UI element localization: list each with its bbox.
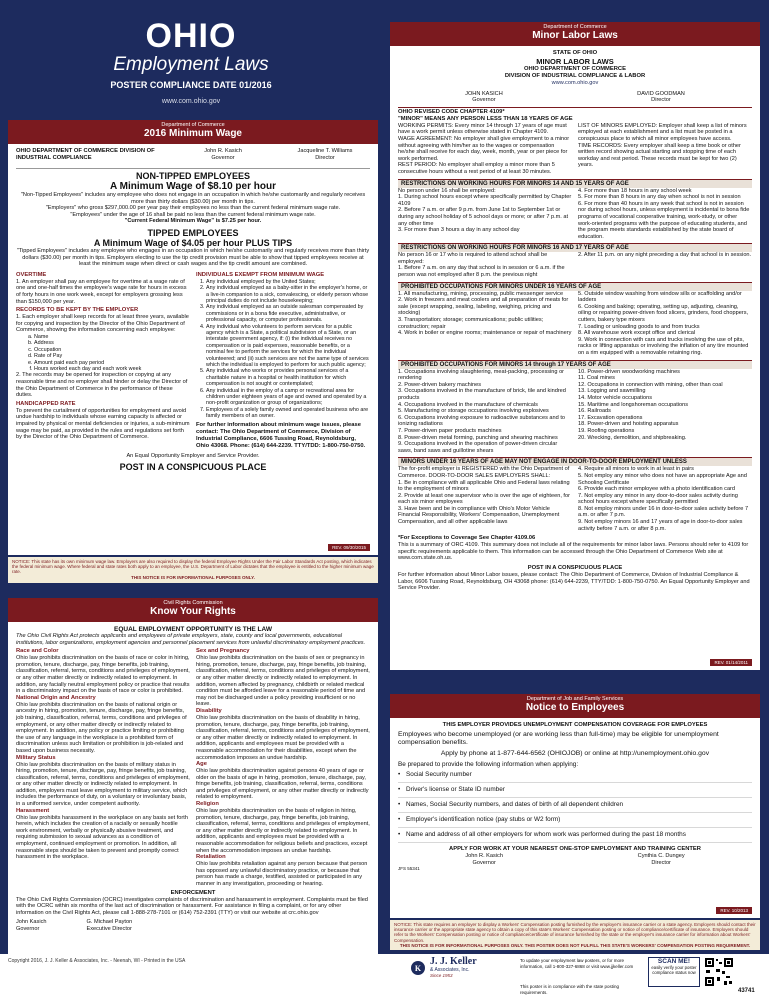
intro-text: REST PERIOD: No employer shall employ a minor more than 5 consecutive hours without a rest period of at least 30 minutes. — [398, 162, 555, 175]
agency-line-1: OHIO DEPARTMENT OF COMMERCE — [524, 66, 626, 72]
list-item: 6. Provide each minor employee with a photo identification card — [578, 486, 736, 493]
chapter-heading: OHIO REVISED CODE CHAPTER 4109* — [398, 107, 752, 116]
records-heading: RECORDS TO BE KEPT BY THE EMPLOYER — [16, 307, 139, 314]
brand-logo — [410, 957, 477, 978]
list-item: 7. Power-driven paper products machines — [398, 427, 502, 434]
list-item: 3. Any individual employed as an outside salesman compensated by commissions or in a bona fide executive, administrative, or professional capacity, or computer professionals. — [206, 304, 370, 323]
list-item: 5. Not employ any minor who does not have an appropriate Age and Schooling Certificate — [578, 472, 747, 486]
minimum-wage-panel — [8, 120, 378, 555]
rights-text: Ohio law prohibits discrimination on the basis of religion in hiring, promotion, tenure, discharge, pay, fringe benefits, job training, classification, referral, terms, conditions and privileges of employment, or any other matter directly or indirectly related to employment. In addition, applicants and employees must be provided with a reasonable accommodation for religious beliefs and practices, except when the accommodation imposes an undue hardship. — [196, 808, 370, 854]
governor-title: Governor — [211, 154, 235, 161]
prepared-line: Be prepared to provide the following information when applying: — [398, 761, 579, 768]
list-item: 18. Power-driven and hoisting apparatus — [578, 421, 679, 428]
copyright-text: Copyright 2016, J. J. Keller & Associates, Inc. - Neenah, WI - Printed in the USA — [8, 958, 186, 964]
records-text: 1. Each employer shall keep records for at least three years, available for copying and inspection by the Director of the Ohio Department of Commerce, showing the information concerning each employee: — [16, 314, 189, 334]
director-title: Executive Director — [86, 925, 132, 932]
summary-text: This is a summary of ORC 4109. This summary does not include all of the requirements for minor labor laws. Persons should refer to 4109 for specific requirements applicable to them. This information can be accessed through the Ohio Department of Commerce Web site at www.com.state.oh.us. — [398, 542, 749, 562]
list-item: e. Amount paid each pay period — [34, 360, 190, 366]
list-item: 3. Transportation; storage; communications; public utilities; construction; repair — [398, 317, 544, 330]
eeo-statement: An Equal Opportunity Employer and Service Provider. — [126, 452, 260, 459]
rights-subheading: Age — [196, 761, 207, 768]
state-title: OHIO — [145, 17, 237, 55]
qr-code-icon[interactable] — [704, 957, 734, 987]
rights-subheading: Sex and Pregnancy — [196, 648, 250, 655]
list-item: • Driver's license or State ID number — [398, 783, 752, 798]
list-item: 3. Have been and be in compliance with Ohio's Motor Vehicle Financial Responsibility, Workers' Compensation, Unemployment Compensation, and all other applicable laws — [398, 505, 560, 526]
exempt-heading: INDIVIDUALS EXEMPT FROM MINIMUM WAGE — [196, 271, 325, 278]
director-name: Cynthia C. Dungey — [637, 853, 685, 859]
state-label: STATE OF OHIO — [552, 50, 598, 56]
minor-header — [390, 22, 760, 46]
scan-label: SCAN ME! — [657, 958, 691, 965]
governor-title: Governor — [472, 97, 496, 104]
list-item: 1. Before 7 a.m. on any day that school is in session or 6 a.m. if the person was not employed after 8 p.m. the previous night — [398, 265, 565, 279]
brand-name-2: & Associates, Inc. — [430, 967, 470, 973]
rights-text: Ohio law prohibits discrimination on the basis of disability in hiring, promotion, tenure, discharge, pay, fringe benefits, job training, classification, referral, terms, conditions and privileges of employment, or any other matter directly or indirectly related to employment. In addition, applicants and employees must be provided with a reasonable accommodation for their disabilities, except when the accommodation imposes an undue hardship. — [196, 714, 370, 761]
header-url: www.com.ohio.gov — [161, 98, 221, 105]
list-item: 4. Occupations involved in the manufacture of chemicals — [398, 401, 538, 408]
list-item: 2. Work in freezers and meat coolers and all preparation of meats for sale (except wrapping, sealing, labeling, weighing, pricing and stocking) — [398, 297, 569, 317]
list-item: b. Address — [34, 340, 190, 346]
list-item: 5. Manufacturing or storage occupations involving explosives — [398, 408, 549, 415]
director-name: G. Michael Payton — [86, 919, 133, 926]
poster-subtitle: Employment Laws — [113, 54, 269, 75]
section-title: 2016 Minimum Wage — [144, 128, 242, 139]
revision-badge: REV. 01/14/2011 — [710, 659, 752, 666]
list-item: 1. Occupations involving slaughtering, meat-packing, processing or rendering — [398, 368, 565, 382]
governor-name: John R. Kasich — [204, 148, 242, 154]
records-text-2: 2. The records may be opened for inspection or copying at any reasonable time and no employer shall hinder or delay the Director of the Ohio Department of Commerce in the performance of these duties. — [16, 372, 188, 399]
rights-text: Ohio law prohibits retaliation against any person because that person has opposed any unlawful discriminatory practice, or because that person has made a charge, testified, assisted or participated in any manner in any investigation, proceeding or hearing. — [196, 861, 368, 887]
governor-title: Governor — [472, 859, 496, 866]
revision-badge: REV. 10/2013 — [716, 907, 752, 914]
exempt-list — [196, 279, 370, 420]
notice-footer: THIS NOTICE IS FOR INFORMATIONAL PURPOSES ONLY. — [131, 574, 255, 580]
rights-subheading: Race and Color — [16, 648, 59, 655]
rights-subheading: Harassment — [16, 807, 50, 814]
list-item: 4. For more than 18 hours in any school week — [578, 187, 692, 194]
list-item: 16. Railroads — [578, 408, 611, 415]
poster-header — [10, 18, 372, 76]
rights-text: Ohio law prohibits discrimination on the basis of military status in hiring, promotion, tenure, discharge, pay, fringe benefits, job training, classification, referral, terms, conditions and privileges of employment, or any other matter directly or indirectly related to employment. In addition, employers must leave employment to military service, which includes the performance of duty, on a voluntary or involuntary basis, in a uniformed service, under competent authority. — [16, 761, 190, 808]
list-item: 9. Work in connection with cars and trucks involving the use of pits, racks or lifting apparatus or involving the inflation of any tire mounted on a rim equipped with a removable retaining ring. — [578, 336, 749, 356]
list-item: 6. For more than 40 hours in any week that school is not in session nor during school hours, unless employment is incidental to bona fide programs of vocational cooperative training, work-study, or other work-oriented programs with the purpose of educating students, and the program meets standards established by the state board of education. — [578, 200, 750, 240]
rights-subheading: Disability — [196, 707, 222, 714]
rights-text: Ohio law prohibits harassment in the workplace on any basis set forth herein, which includes the creation of a racially or sexually hostile work environment, verbally or physically abusive treatment, and requiring submission to sexual advances as a condition of employment, continued employment or promotion. In addition, all reasonable steps should be taken to prevent and promptly correct harassment in the workplace. — [16, 814, 188, 861]
governor-title: Governor — [16, 925, 40, 932]
list-item: No person under 16 shall be employed: — [398, 187, 496, 194]
center-line: APPLY FOR WORK AT YOUR NEAREST ONE-STOP EMPLOYMENT AND TRAINING CENTER — [449, 846, 701, 852]
list-item: 6. Occupations involving exposure to radioactive substances and to ionizing radiations — [398, 414, 565, 428]
apply-line: Apply by phone at 1-877-644-6562 (OHIOJOB) or online at http://unemployment.ohio.gov — [440, 750, 710, 757]
further-info: For further information about minimum wage issues, please contact: The Ohio Department of Commerce, Division of Industrial Compliance, 6606 Tussing Road, Reynoldsburg, Ohio 43068. Phone: (614) 644-2239. TTY/TDD: 1-800-750-0750. — [196, 421, 366, 449]
rights-header — [8, 598, 378, 622]
dept-label: Department of Job and Family Services — [526, 696, 624, 702]
revision-badge: REV. 09/30/2015 — [328, 544, 370, 551]
door-to-door-heading: MINORS UNDER 16 YEARS OF AGE MAY NOT ENGAGE IN DOOR-TO-DOOR EMPLOYMENT UNLESS — [398, 457, 752, 466]
tipped-heading: TIPPED EMPLOYEES — [147, 227, 239, 238]
employers-text: "Employers" who gross $297,000.00 per year pay their employees no less than the current federal minimum wage rate. — [45, 205, 341, 212]
minimum-wage-header — [8, 120, 378, 144]
list-item: 12. Occupations in connection with mining, other than coal — [578, 381, 723, 388]
list-item: 9. Not employ minors 16 and 17 years of age in door-to-door sales activity before 7 a.m. or after 8 p.m. — [578, 519, 743, 532]
list-item: 7. Not employ any minor in any door-to-door sales activity during school hours except where specifically permitted — [578, 492, 738, 506]
dept-label: Civil Rights Commission — [163, 600, 223, 606]
minor-labor-panel — [390, 22, 760, 670]
intro-text: TIME RECORDS: Every employer shall keep a time book or other written record showing actual starting and stopping time of each workday and rest period. These records must be kept for two (2) years. — [578, 142, 741, 169]
enforcement-text: The Ohio Civil Rights Commission (OCRC) investigates complaints of discrimination and harassment in employment. Complaints must be filed with the OCRC within six months of the last act of discrimination or harassment. For assistance in filing a complaint, or for any other information on the Civil Rights Act, please call 1-888-278-7101 or (614) 752-2391 (TTY) or visit our website at crc.ohio.gov — [16, 896, 368, 916]
list-item: 5. Outside window washing from window sills or scaffolding and/or ladders — [578, 290, 742, 304]
tipped-rate: A Minimum Wage of $4.05 per hour PLUS TIPS — [93, 237, 293, 248]
notice-text: NOTICE: This state requires an employer to display a Workers' Compensation posting furnished by the employer's insurance carrier or a state agency. Employers should contact their insurance carrier or the appropriate state agency to obtain a copy of this state's Workers' Compensation posting or notice of compliance/certificate of insurance. Employers should refer to the Workers' Compensation posting or notice of compliance/certificate of insurance furnished by the state or the employer's insurance carrier for information about Workers' Compensation. — [394, 922, 756, 943]
poster-footer — [0, 954, 769, 1000]
know-your-rights-panel — [8, 598, 378, 970]
list-item: 4. Require all minors to work in at least in pairs — [578, 466, 694, 473]
list-item: 8. Power-driven metal forming, punching and shearing machines — [398, 434, 558, 441]
list-item: 6. Cooking and baking; operating, setting up, adjusting, cleaning, oiling or repairing power-driven food slicers, grinders, food choppers, cutters, bakery type mixers — [578, 303, 749, 324]
keller-logo-icon — [410, 960, 426, 976]
minimum-wage-notice — [8, 557, 378, 583]
notice-footer: THIS NOTICE IS FOR INFORMATIONAL PURPOSES ONLY. THIS POSTER DOES NOT FULFILL THIS STATE'S WORKERS' COMPENSATION POSTING REQUIREMENT. — [399, 942, 751, 948]
list-item: 17. Excavation operations — [578, 414, 643, 421]
enforcement-heading: ENFORCEMENT — [170, 889, 216, 896]
intro-text: WAGE AGREEMENT: No employer shall give employment to a minor without agreeing with him/her as to the wages or compensation he/she shall receive for each day, week, month, year or per piece for work performed. — [398, 135, 570, 162]
laws-title: MINOR LABOR LAWS — [536, 57, 614, 66]
rights-subheading: Military Status — [16, 754, 56, 761]
list-item: 5. For more than 8 hours in any day when school is not in session — [578, 194, 741, 201]
dept-label: Department of Commerce — [543, 24, 607, 30]
prohibited-16-heading: PROHIBITED OCCUPATIONS FOR MINORS UNDER 16 YEARS OF AGE — [398, 282, 752, 291]
agency-line-2: DIVISION OF INDUSTRIAL COMPLIANCE & LABOR — [504, 73, 646, 79]
list-item: No person 16 or 17 who is required to attend school shall be employed: — [398, 252, 548, 265]
compliance-text: This poster is in compliance with the state posting requirements. — [520, 984, 620, 995]
list-item: c. Occupation — [34, 347, 190, 353]
director-title: Director — [315, 154, 335, 161]
section-title: Minor Labor Laws — [532, 30, 618, 41]
list-item: a. Name — [34, 334, 190, 340]
list-item: f. Hours worked each day and each work week — [34, 366, 190, 372]
svg-text:K: K — [414, 963, 422, 973]
rights-text: Ohio law prohibits discrimination on the basis of race or color in hiring, promotion, tenure, discharge, pay, fringe benefits, job training, classification, referral, terms, conditions and privileges of employment, or any other matter directly or indirectly related to employment. In addition, any facially neutral employment policy or practice that results in a discriminatory impact on the basis of race or color is prohibited. — [16, 655, 190, 695]
handicapped-heading: HANDICAPPED RATE — [16, 400, 76, 407]
workers-comp-notice — [390, 920, 760, 950]
list-item: • Names, Social Security numbers, and dates of birth of all dependent children — [398, 798, 752, 813]
list-item: 15. Maritime and longshoreman occupations — [578, 401, 689, 408]
further-info: For further information about Minor Labor issues, please contact: The Ohio Department of Commerce, Division of Industrial Compliance & Labor, 6606 Tussing Road, Reynoldsburg, OH 43068 phone: (614) 644-2239, TTY/TDD: 1-800-750-0750. An Equal Opportunity Employer and Service Provider. — [398, 572, 750, 592]
rights-text: Ohio law prohibits discrimination on the basis of sex or pregnancy in hiring, promotion, tenure, discharge, pay, fringe benefits, job training, classification, referral, terms, conditions and privileges of employment, or any other matter directly or indirectly related to employment. In addition, women affected by pregnancy, childbirth or related medical condition must be afforded leave for a reasonable period of time and may not be discharged under a policy providing insufficient or no leave. — [196, 655, 370, 708]
handicapped-text: To prevent the curtailment of opportunities for employment and avoid undue hardship to individuals whose earning capacity is affected or impaired by physical or mental deficiencies or injuries, a sub-minimum wage may be paid, as provided in the rules and regulations set forth by the Director of the Ohio Department of Commerce. — [16, 407, 190, 441]
list-item: 9. Occupations involved in the operation of power-driven circular saws, band saws and guillotine shears — [398, 441, 558, 454]
agency-name: OHIO DEPARTMENT OF COMMERCE DIVISION OF INDUSTRIAL COMPLIANCE — [16, 148, 155, 161]
prohibited-17-heading: PROHIBITED OCCUPATIONS FOR MINORS 14 through 17 YEARS OF AGE — [398, 360, 752, 369]
rights-intro: The Ohio Civil Rights Act protects applicants and employees of private employers, state, county and local governments, educational institutions, labor organizations, employment agencies and personnel placement services from unlawful discriminatory employment practices. — [16, 633, 366, 646]
scan-box[interactable] — [648, 957, 700, 987]
list-item: 11. Coal mines — [578, 375, 615, 382]
list-item: 1. All manufacturing, mining, processing, public messenger service — [398, 290, 564, 297]
hours-1415-heading: RESTRICTIONS ON WORKING HOURS FOR MINORS 14 AND 15 YEARS OF AGE — [398, 179, 752, 188]
list-item: 8. Not employ minors under 16 in door-to-door sales activity before 7 a.m. or after 7 p.m. — [578, 505, 749, 519]
rights-right-column — [196, 648, 370, 887]
list-item: 1. Any individual employed by the United States; — [206, 279, 370, 285]
governor-name: John R. Kasich — [465, 853, 503, 859]
scan-sub: easily verify your poster compliance status now — [651, 965, 697, 975]
overtime-heading: OVERTIME — [16, 271, 47, 278]
list-item: 19. Roofing operations — [578, 427, 635, 434]
non-tipped-heading: NON-TIPPED EMPLOYEES — [16, 168, 370, 181]
employees-text: "Employees" under the age of 16 shall be paid no less than the current federal minimum wage rate. — [70, 211, 316, 218]
list-item: 7. Employees of a solely family owned and operated business who are family members of an owner. — [206, 407, 370, 420]
intro-text: LIST OF MINORS EMPLOYED: Employer shall keep a list of minors employed at each establishment and a list must be posted in a conspicuous place to which all minor employees have access. — [578, 122, 747, 142]
list-item: 6. Any individual in the employ of a camp or recreational area for children under eighteen years of age and owned and operated by a non-profit organization or group of organizations; — [206, 388, 370, 407]
rights-subheading: National Origin and Ancestry — [16, 694, 96, 701]
exceptions-note: *For Exceptions to Coverage See Chapter 4109.06 — [398, 535, 536, 542]
post-notice: POST IN A CONSPICUOUS PLACE — [119, 462, 267, 473]
director-title: Director — [651, 97, 671, 104]
list-item: 2. Provide at least one supervisor who is over the age of eighteen, for each six minor employees — [398, 492, 570, 506]
list-item: • Name and address of all other employers for whom work was performed during the past 18 months — [398, 828, 752, 843]
list-item: 14. Motor vehicle occupations — [578, 394, 653, 401]
form-number: JFS 55341 — [398, 866, 420, 872]
federal-wage-text: "Current Federal Minimum Wage" is $7.25 per hour. — [124, 218, 262, 225]
list-item: 5. Any individual who works or provides personal services of a charitable nature in a hospital or health institution for which compensation is not sought or contemplated; — [206, 368, 370, 387]
governor-name: JOHN KASICH — [465, 90, 503, 97]
dept-label: Department of Commerce — [161, 122, 225, 128]
rights-left-column — [16, 648, 190, 887]
rights-subheading: Religion — [196, 801, 219, 808]
section-title: Know Your Rights — [150, 606, 236, 617]
list-item: 10. Power-driven woodworking machines — [578, 368, 680, 375]
list-item: d. Rate of Pay — [34, 353, 190, 359]
chapter-subheading: "MINOR" MEANS ANY PERSON LESS THAN 18 YEARS OF AGE — [398, 115, 573, 122]
list-item: 20. Wrecking, demolition, and shipbreaking. — [578, 434, 687, 441]
list-item: The for-profit employer is REGISTERED with the Ohio Department of Commerce. DOOR-TO-DOOR SALES EMPLOYERS SHALL: — [398, 466, 570, 479]
tipped-text: "Tipped Employees" includes any employee who engages in an occupation in which he/she customarily and regularly receives more than thirty dollars ($30.00) per month in tips. Employers electing to use the tip credit provision must be able to show that tipped employees receive at least the minimum wage when direct or cash wages and the tip credit amount are combined. — [16, 247, 370, 268]
update-text: To update your employment law posters, or for more information, call 1-800-327-6868 or visit www.jjkeller.com — [520, 958, 634, 969]
list-item: 2. Before 7 a.m. or after 9 p.m. from June 1st to September 1st or during any school holiday of 5 school days or more; or after 7 p.m. at any other time — [398, 207, 569, 227]
nte-intro: Employees who become unemployed (or are working less than full-time) may be eligible for unemployment compensation benefits. — [398, 731, 719, 746]
director-name: DAVID GOODMAN — [637, 90, 685, 97]
overtime-text: 1. An employer shall pay an employee for overtime at a wage rate of one and one-half times the employee's wage rate for hours in excess of forty hours in one work week, except for employers grossing less than $150,000 per year. — [16, 278, 187, 305]
governor-name: John Kasich — [16, 919, 47, 926]
compliance-date: POSTER COMPLIANCE DATE 01/2016 — [110, 80, 272, 90]
list-item: 1. Be in compliance with all applicable Ohio and Federal laws relating to the employment of minors — [398, 479, 570, 493]
director-title: Director — [651, 859, 671, 866]
list-item: • Social Security number — [398, 768, 752, 783]
intro-text: WORKING PERMITS: Every minor 14 through 17 years of age must have a work permit unless otherwise stated in Chapter 4109. — [398, 122, 567, 136]
non-tipped-text: "Non-Tipped Employees" includes any employee who does not engage in an occupation in which he/she customarily and regularly receives more than thirty dollars ($30.00) per month in tips. — [20, 192, 366, 205]
list-item: 7. Loading or unloading goods to and from trucks — [578, 323, 700, 330]
list-item: • Employer's identification notice (pay stubs or W2 form) — [398, 813, 752, 828]
list-item: 4. Work in boiler or engine rooms; maintenance or repair of machinery — [398, 330, 572, 337]
eeo-heading: EQUAL EMPLOYMENT OPPORTUNITY IS THE LAW — [114, 626, 272, 633]
records-list — [16, 334, 190, 372]
brand-since: Since 1953 — [430, 973, 453, 978]
list-item: 4. Any individual who volunteers to perform services for a public agency which is a State, a political subdivision of a State, or an interstate government agency, if: (i) the individual receives no compensation or is paid expenses, reasonable benefits, or a nominal fee to perform the services for which the individual volunteered; and (ii) such services are not the same type of services which the individual is employed to perform for such public agency; — [206, 324, 370, 369]
poster-code: 43741 — [738, 988, 755, 994]
list-item: 2. Any individual employed as a baby-sitter in the employer's home, or a live-in companion to a sick, convalescing, or elderly person whose principal duties do not include housekeeping; — [206, 285, 370, 304]
list-item: 1. During school hours except where specifically permitted by Chapter 4109 — [398, 194, 572, 207]
hours-1617-heading: RESTRICTIONS ON WORKING HOURS FOR MINORS 16 AND 17 YEARS OF AGE — [398, 243, 752, 252]
notice-text: NOTICE: This state has its own minimum wage law. Employers are also required to display the federal Employee Rights Under the Fair Labor Standards Act posting, which indicates the federal minimum wage. Where federal and state rates both apply to an employee, the U.S. Department of Labor dictates that the employee is entitled to the higher minimum wage rate. — [12, 559, 374, 575]
brand-name: J. J. Keller — [430, 956, 477, 967]
rights-text: Ohio law prohibits discrimination on the basis of national origin or ancestry in hiring, promotion, tenure, discharge, pay, fringe benefits, job training, classification, referral, terms, conditions and privileges of employment, or any other matter directly or indirectly related to employment. In addition, any policy or practice limiting or prohibiting the use of any language in the workplace is a prohibited form of discrimination unless such limitation or prohibition is job-related and based upon business necessity. — [16, 701, 187, 754]
list-item: 2. Power-driven bakery machines — [398, 381, 482, 388]
section-title: Notice to Employees — [525, 702, 625, 713]
list-item: 3. Occupations involved in the manufacture of brick, tile and kindred products — [398, 388, 566, 401]
non-tipped-rate: A Minimum Wage of $8.10 per hour — [110, 181, 276, 192]
list-item: 8. All warehouse work except office and clerical — [578, 330, 696, 337]
nte-header — [390, 694, 760, 718]
list-item: 3. For more than 3 hours a day in any school day — [398, 227, 520, 234]
rights-subheading: Retaliation — [196, 854, 226, 861]
nte-heading: THIS EMPLOYER PROVIDES UNEMPLOYMENT COMPENSATION COVERAGE FOR EMPLOYEES — [442, 722, 708, 728]
rights-text: Ohio law prohibits discrimination against persons 40 years of age or older on the basis of age in hiring, promotion, tenure, discharge, pay, fringe benefits, job training, classification, referral, terms, conditions and privileges of employment, or any other matter directly or indirectly related to employment. — [196, 768, 369, 801]
notice-to-employees-panel — [390, 694, 760, 918]
list-item: 2. After 11 p.m. on any night preceding a day that school is in session. — [578, 252, 752, 259]
list-item: 13. Logging and sawmilling — [578, 388, 646, 395]
director-name: Jacqueline T. Williams — [297, 148, 353, 154]
post-notice: POST IN A CONSPICUOUS PLACE — [527, 565, 623, 572]
agency-url: www.com.ohio.gov — [551, 80, 599, 86]
